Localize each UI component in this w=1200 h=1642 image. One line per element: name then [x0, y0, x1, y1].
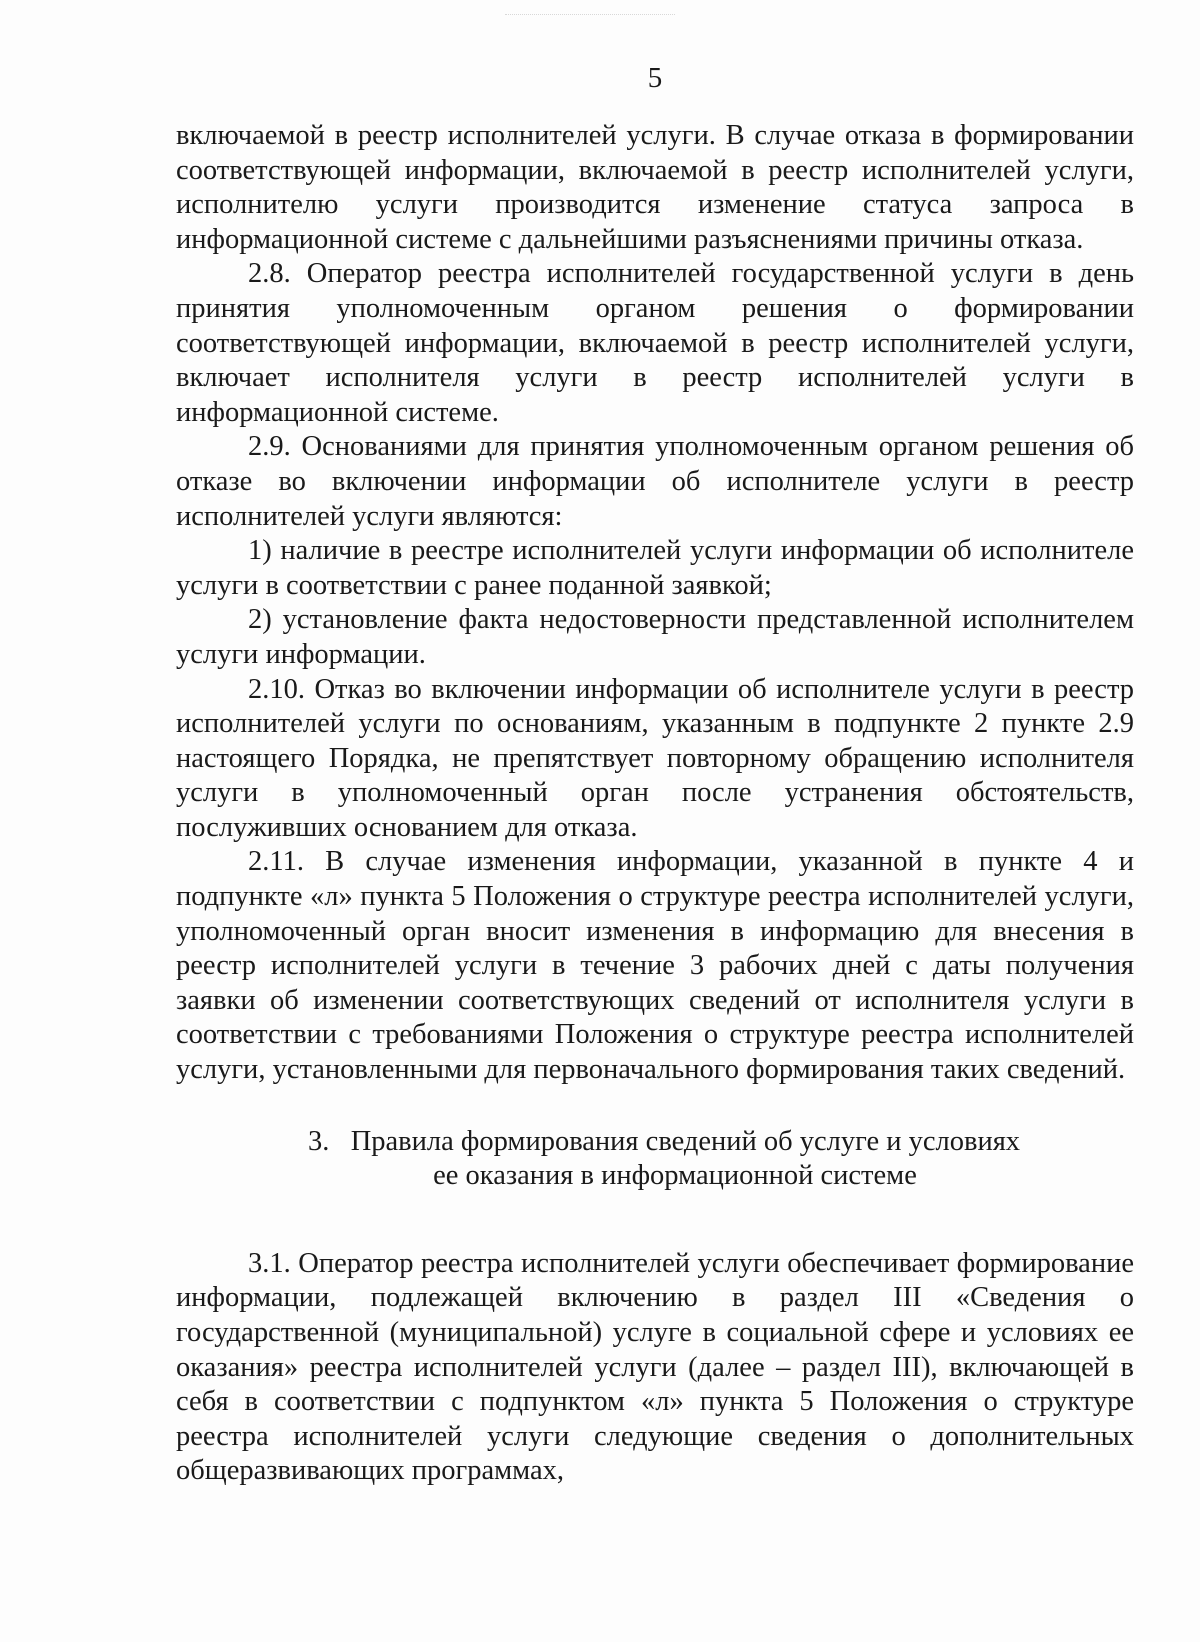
paragraph-2-11: 2.11. В случае изменения информации, указанной в пункте 4 и подпункте «л» пункта 5 Положения о структуре реестра исполнителей услуги, уполномоченный орган вносит изменения в информацию для внесения в реестр исполнителей услуги в течение 3 рабочих дней с даты получения заявки об изменении соответствующих сведений от исполнителя услуги в соответствии с требованиями Положения о структуре реестра исполнителей услуги, установленными для первоначального формирования таких сведений.: [176, 846, 1134, 1086]
section-spacer: [176, 1194, 1134, 1247]
section-3-heading-line2: ее оказания в информационной системе: [433, 1160, 917, 1192]
list-item-2-9-1: 1) наличие в реестре исполнителей услуги информации об исполнителе услуги в соответствии с ранее поданной заявкой;: [176, 535, 1134, 601]
list-item-2-9-2: 2) установление факта недостоверности представленной исполнителем услуги информации.: [176, 604, 1134, 670]
paragraph-3-1: 3.1. Оператор реестра исполнителей услуги обеспечивает формирование информации, подлежащей включению в раздел III «Сведения о государственной (муниципальной) услуге в социальной сфере и условиях ее оказания» реестра исполнителей услуги (далее – раздел III), включающей в себя в соответствии с подпунктом «л» пункта 5 Положения о структуре реестра исполнителей услуги следующие сведения о дополнительных общеразвивающих программах,: [176, 1247, 1134, 1487]
scan-artifact: [505, 14, 675, 19]
paragraph-continuation: включаемой в реестр исполнителей услуги. В случае отказа в формировании соответствующей информации, включаемой в реестр исполнителей услуги, исполнителю услуги производится изменение статуса запроса в информационной системе с дальнейшими разъяснениями причины отказа.: [176, 120, 1134, 255]
paragraph-2-8: 2.8. Оператор реестра исполнителей государственной услуги в день принятия уполномоченным органом решения о формировании соответствующей информации, включаемой в реестр исполнителей услуги, включает исполнителя услуги в реестр исполнителей услуги в информационной системе.: [176, 258, 1134, 428]
section-3-heading: [176, 1125, 1134, 1194]
paragraph-2-9: 2.9. Основаниями для принятия уполномоченным органом решения об отказе во включении информации об исполнителе услуги в реестр исполнителей услуги являются:: [176, 431, 1134, 532]
page-number: 5: [647, 62, 663, 94]
paragraph-2-10: 2.10. Отказ во включении информации об исполнителе услуги в реестр исполнителей услуги по основаниям, указанным в подпункте 2 пункте 2.9 настоящего Порядка, не препятствует повторному обращению исполнителя услуги в уполномоченный орган после устранения обстоятельств, послуживших основанием для отказа.: [176, 673, 1134, 843]
section-3-heading-line1: 3. Правила формирования сведений об услуге и условиях: [307, 1125, 1021, 1157]
document-body: [176, 119, 1134, 1489]
